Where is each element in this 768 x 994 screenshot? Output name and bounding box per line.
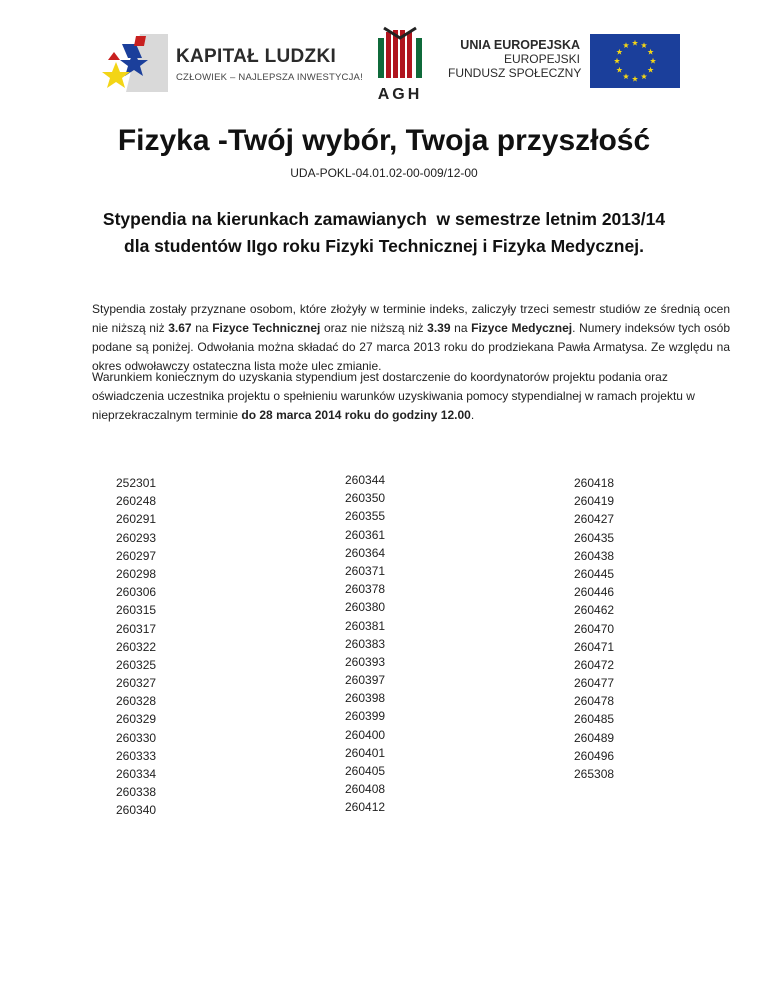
index-number: 260248 [116, 494, 157, 509]
index-number: 260338 [116, 785, 157, 800]
index-number: 260400 [345, 727, 386, 742]
subtitle-line-2: dla studentów IIgo roku Fizyki Technicznej i Fizyka Medycznej. [124, 236, 644, 256]
eu-fund-text [448, 38, 580, 80]
index-number: 260330 [116, 730, 157, 745]
threshold-technical: 3.67 [168, 321, 192, 335]
index-number: 260470 [574, 621, 615, 636]
index-number: 260340 [116, 803, 157, 818]
index-number: 260350 [345, 491, 386, 506]
p2-text-1: Warunkiem koniecznym do uzyskania stypendium jest dostarczenie do koordynatorów projektu podania oraz oświadczenia uczestnika projektu o spełnieniu warunków uzyskiwania pomocy stypendialnej w ramach projektu w nieprzekraczalnym terminie [92, 370, 695, 422]
logo-header [0, 18, 768, 110]
index-column-1 [116, 474, 156, 820]
eu-line-3: FUNDUSZ SPOŁECZNY [448, 66, 582, 80]
index-number: 260355 [345, 509, 386, 524]
agh-emblem-icon [374, 24, 426, 84]
index-number: 260381 [345, 618, 386, 633]
index-number: 260325 [116, 657, 157, 672]
index-number: 260427 [574, 512, 615, 527]
kapital-ludzki-logo [100, 32, 363, 96]
project-code: UDA-POKL-04.01.02-00-009/12-00 [290, 166, 478, 180]
index-number: 260297 [116, 548, 157, 563]
eu-flag-icon [590, 34, 680, 88]
index-number: 260380 [345, 600, 386, 615]
requirements-paragraph [92, 368, 730, 425]
index-number: 260397 [345, 673, 386, 688]
index-number: 260412 [345, 800, 386, 815]
index-number: 260496 [574, 748, 615, 763]
index-number: 260378 [345, 582, 386, 597]
p1-text-1: Stypendia zostały przyznane osobom, które złożyły w terminie indeks, zaliczyły trzeci semestr studiów ze średnią ocen nie niższą niż [92, 302, 730, 335]
index-number: 260329 [116, 712, 157, 727]
index-number: 260361 [345, 527, 386, 542]
index-number: 252301 [116, 476, 157, 490]
index-number: 260317 [116, 621, 157, 636]
index-number: 260478 [574, 694, 615, 709]
kapital-ludzki-title: KAPITAŁ LUDZKI [176, 46, 337, 67]
field-medical: Fizyce Medycznej [471, 321, 573, 335]
index-number: 260418 [574, 476, 615, 490]
index-number: 260315 [116, 603, 157, 618]
index-number: 260419 [574, 494, 615, 509]
kapital-ludzki-subtitle: CZŁOWIEK – NAJLEPSZA INWESTYCJA! [176, 72, 363, 83]
index-number: 260333 [116, 748, 157, 763]
index-number: 260393 [345, 654, 386, 669]
deadline: do 28 marca 2014 roku do godziny 12.00 [241, 408, 471, 422]
eu-line-2: EUROPEJSKI [503, 52, 580, 66]
p2-text-2: . [470, 408, 475, 422]
agh-logo [374, 24, 426, 104]
eligibility-paragraph [92, 300, 730, 376]
index-column-2 [345, 471, 385, 817]
index-number: 260322 [116, 639, 157, 654]
index-number: 260371 [345, 563, 386, 578]
index-number: 260306 [116, 585, 157, 600]
index-number: 260462 [574, 603, 615, 618]
index-number: 260344 [345, 473, 386, 487]
p1-text-4: na [450, 321, 472, 335]
index-number: 260405 [345, 764, 386, 778]
index-number: 260472 [574, 657, 615, 672]
index-number: 260489 [574, 730, 615, 745]
kapital-ludzki-emblem-icon [100, 32, 170, 94]
index-number: 260293 [116, 530, 157, 545]
index-number: 260364 [345, 545, 386, 560]
index-number: 260438 [574, 548, 615, 563]
agh-label: AGH [377, 86, 423, 103]
page-title: Fizyka -Twój wybór, Twoja przyszłość [117, 124, 651, 157]
index-number: 260334 [116, 767, 157, 781]
index-number: 260471 [574, 639, 615, 654]
index-number: 260401 [345, 745, 386, 760]
index-number: 260408 [345, 782, 386, 797]
index-number: 265308 [574, 767, 615, 781]
index-number: 260298 [116, 566, 157, 581]
index-number: 260485 [574, 712, 615, 727]
subtitle [0, 206, 768, 260]
subtitle-line-1: Stypendia na kierunkach zamawianych w semestrze letnim 2013/14 [102, 209, 666, 229]
index-number: 260291 [116, 512, 157, 527]
threshold-medical: 3.39 [427, 321, 451, 335]
field-technical: Fizyce Technicznej [212, 321, 321, 335]
index-number: 260399 [345, 709, 386, 724]
p1-text-5: . Numery indeksów tych osób podane są poniżej. Odwołania można składać do 27 marca 2013 roku do prodziekana Pawła Armatysa. Ze względu na okres odwoławczy ostateczna lista może ulec zmianie. [92, 321, 731, 373]
index-number: 260327 [116, 676, 157, 691]
p1-text-2: na [191, 321, 213, 335]
index-number: 260328 [116, 694, 157, 709]
eu-line-1: UNIA EUROPEJSKA [460, 38, 580, 52]
index-number: 260435 [574, 530, 615, 545]
p1-text-3: oraz nie niższą niż [320, 321, 428, 335]
index-column-3 [574, 474, 614, 783]
index-number: 260383 [345, 636, 386, 651]
index-number: 260477 [574, 676, 615, 691]
index-number: 260445 [574, 566, 615, 581]
index-number: 260398 [345, 691, 386, 706]
index-number: 260446 [574, 585, 615, 600]
